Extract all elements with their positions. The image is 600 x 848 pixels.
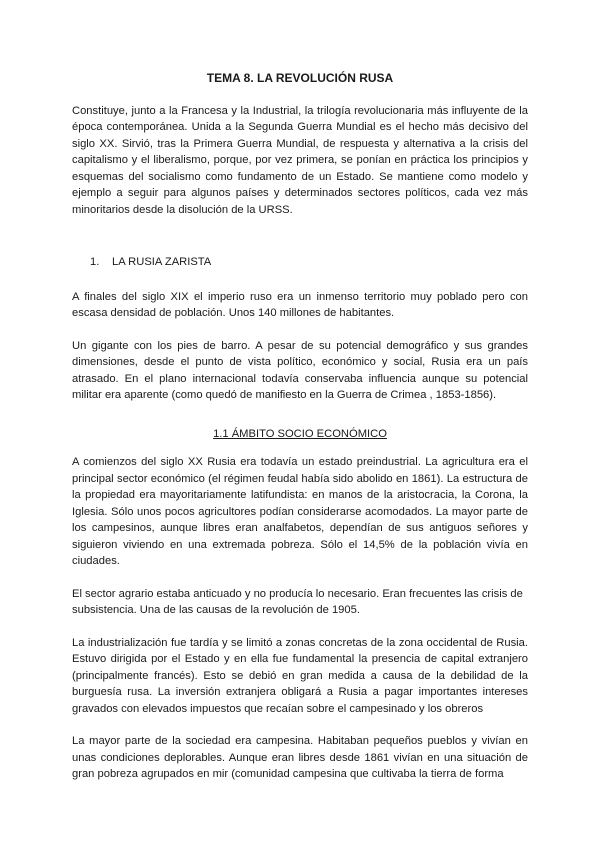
subsection-paragraph-2: El sector agrario estaba anticuado y no producía lo necesario. Eran frecuentes las crisis de subsistencia. Una de las causas de la revolución de 1905. — [72, 587, 523, 616]
section-heading — [90, 254, 528, 271]
document-title: TEMA 8. LA REVOLUCIÓN RUSA — [206, 71, 394, 85]
subsection-heading: 1.1 ÁMBITO SOCIO ECONÓMICO — [213, 427, 387, 440]
section1-paragraph-2: Un gigante con los pies de barro. A pesar de su potencial demográfico y sus grandes dimensiones, desde el punto de vista político, económico y social, Rusia era un país atrasado. En el plano internacional todavía conservaba influencia aunque su potencial militar era aparente (como quedó de manifiesto en la Guerra de Crimea , 1853-1856). — [72, 339, 528, 401]
section1-paragraph-1: A finales del siglo XIX el imperio ruso era un inmenso territorio muy poblado pero con escasa densidad de población. Unos 140 millones de habitantes. — [72, 290, 528, 319]
section-title: LA RUSIA ZARISTA — [112, 256, 212, 268]
section-number: 1. — [90, 256, 100, 268]
subsection-paragraph-3: La industrialización fue tardía y se limitó a zonas concretas de la zona occidental de Rusia. Estuvo dirigida por el Estado y en ella fue fundamental la presencia de capital extranjero (principalmente francés). Esto se debió en gran medida a causa de la debilidad de la burguesía rusa. La inversión extranjera obligará a Rusia a pagar importantes intereses gravados con elevados impuestos que recaían sobre el campesinado y los obreros — [72, 636, 528, 715]
subsection-paragraph-1: A comienzos del siglo XX Rusia era todavía un estado preindustrial. La agricultura era el principal sector económico (el régimen feudal había sido abolido en 1861). La estructura de la propiedad era mayoritariamente latifundista: en manos de la aristocracia, la Corona, la Iglesia. Sólo unos pocos agricultores podían considerarse acomodados. La mayor parte de los campesinos, aunque libres eran analfabetos, dependían de sus antiguos señores y siguieron viviendo en una extremada pobreza. Sólo el 14,5% de la población vivía en ciudades. — [72, 456, 528, 567]
intro-paragraph: Constituye, junto a la Francesa y la Industrial, la trilogía revolucionaria más influyente de la época contemporánea. Unida a la Segunda Guerra Mundial es el hecho más decisivo del siglo XX. Sirvió, tras la Primera Guerra Mundial, de respuesta y alternativa a la crisis del capitalismo y el liberalismo, porque, por vez primera, se ponían en práctica los principios y esquemas del socialismo como fundamento de un Estado. Se mantiene como modelo y ejemplo a seguir para algunos países y determinados sectores políticos, cada vez más minoritarios desde la disolución de la URSS. — [72, 104, 528, 216]
document-page — [72, 70, 528, 783]
subsection-paragraph-4: La mayor parte de la sociedad era campesina. Habitaban pequeños pueblos y vivían en unas condiciones deplorables. Aunque eran libres desde 1861 vivían en una situación de gran pobreza agrupados en mir (comunidad campesina que cultivaba la tierra de forma — [72, 735, 528, 780]
